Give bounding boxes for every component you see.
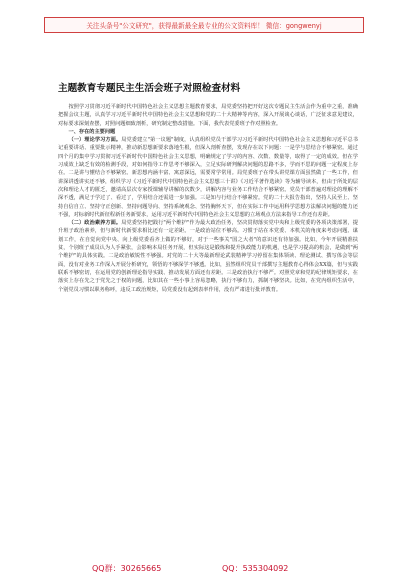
paragraph-politics (58, 219, 358, 294)
paragraph-theory (58, 136, 358, 219)
document-body (58, 103, 358, 543)
subheading-politics: （二）政治素养方面。 (68, 220, 122, 227)
paragraph-theory-text: 局党委建立"第一议题"制度，认真组织党员干部学习习近平新时代中国特色社会主义思想和习近平总书记重要讲话、重要批示精神，推动新思想新要求落地生根，但深入剖析查摆，发现存在以下问题：一是学与思结合不够紧密。通过四个月的集中学习贯彻习近平新时代中国特色社会主义思想，明确规定了学习的内容、次数、数量等，取得了一定的成效。但在学习成效上缺乏有效的检测手段，对如何指导工作思考不够深入，立足实际研判解决问题的思路不多，学而不思的问题一定程度上存在。二是讲与懂结合不够紧密。新思想内涵丰富、寓意深远，需要常学常用。局党委班子在带头讲党课方面虽然做了一些工作，但讲深讲透讲实还不够，组织学习《习近平新时代中国特色社会主义思想三十讲》《习近平著作选读》等为辅导读本，但由于所处的层次和理论人才的匮乏，邀请高层次专家授课辅导讲解的次数少，讲解内容与业务工作结合不够紧密。党员干部普遍对理论的理解不深不透，满足于学过了、看过了，学用结合还需进一步加强。三是知与行结合不够紧密。党的二十大报告指出，坚持人民至上、坚持自信自立、坚持守正创新、坚持问题导向、坚持系统观念、坚持胸怀天下，但在实际工作中运用科学思想方法解决问题的能力还不强，对标新时代新征程新任务新要求，运用习近平新时代中国特色社会主义思想的立场观点方法来指导工作还有差距。 (58, 137, 358, 218)
paragraph-politics-text: 局党委坚持把践行"两个维护"作为最大政治任务，坚决贯彻落实党中央和上级党委的各项决策部署，提升班子政治素养，但与新时代新要求相比还有一定差距。一是政治站位不够高。习惯于站在本党委、本机关的角度来考虑问题、谋划工作，在自觉向党中央、向上级党委看齐上做的不够好，对于一些事关"国之大者"的意识还有待加强。比如，今年开展精准扶贫，个别班子成员认为人手紧张，会影响本局任务开展，但实际这是锻炼和提升执政能力的机遇，也是学习提高的机会，是做到"两个维护"的具体实践。二是政治敏锐性不够强。对党的二十大等最新理论武装精神学习停留在集体领读、理论测试、撰写体会等层面，没有对业务工作深入开展分析研究，领悟的不够深学不够透。比如，虽然组织党员干部撰写主题教育心得体会XX篇，但与实践联系不够密切，在运用党的创新理论指导实践、推动发展方面还有差距。三是政治执行不够严。对照党章和党的纪律规矩要求，在落实上存在先之于党先之于权的问题，比如其在一些小事上容易忽略，执行不够有力，抓制不够坚决。比如，在党内组织生活中，个别党员习惯以职务称呼，违反工政治规矩，局党委没有起到表率作用，没有严肃进行批评教育。 (58, 220, 358, 293)
banner-text: 关注头条号"公文研究"，获得最新最全最专业的公文资料库！ 微信：gongwenyj (86, 22, 322, 30)
footer-qq-group: QQ群：30265665 (92, 564, 162, 573)
document-title: 主题教育专题民主生活会班子对照检查材料 (58, 83, 241, 94)
header-banner (44, 17, 364, 33)
footer (0, 563, 408, 575)
footer-qq: QQ：535304092 (222, 564, 289, 573)
section-heading: 一、存在的主要问题 (68, 128, 116, 135)
intro-paragraph: 按照学习贯彻习近平新时代中国特色社会主义思想主题教育要求，局党委坚持把开好这次专题民主生活会作为重中之重，准确把握会议主题，认真学习习近平新时代中国特色社会主义思想和党的二十大精神等内容，深入开展谈心谈话，广泛征求意见建议，对标要求深刻查摆，对照问题细致剖析，研究制定整改措施。下面，我代表党委班子作对照检查。 (58, 104, 358, 127)
subheading-theory: （一）理论学习方面。 (68, 137, 122, 144)
